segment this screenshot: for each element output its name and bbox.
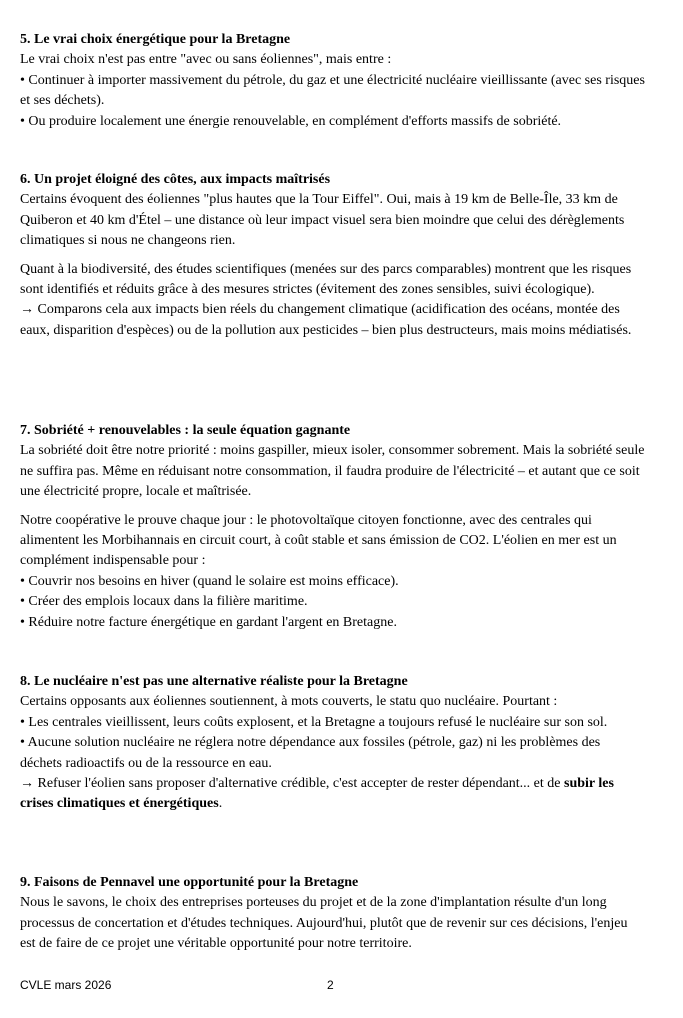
section-9-title: 9. Faisons de Pennavel une opportunité pour la Bretagne: [20, 875, 359, 890]
section-7-bullet-2: • Créer des emplois locaux dans la filière maritime.: [20, 594, 308, 610]
page-footer: [20, 975, 660, 995]
section-6: [20, 170, 645, 341]
section-7: [20, 421, 645, 633]
section-8: [20, 672, 645, 815]
section-8-bullet-1: • Les centrales vieillissent, leurs coûts explosent, et la Bretagne a toujours refusé le nucléaire sur son sol.: [20, 714, 608, 730]
section-8-conclusion-text: → Refuser l'éolien sans proposer d'alternative crédible, c'est accepter de rester dépendant... et de: [20, 776, 561, 792]
section-5-bullet-1: • Continuer à importer massivement du pétrole, du gaz et une électricité nucléaire vieillissante (avec ses risques et ses déchets).: [20, 72, 645, 109]
section-9-paragraph-1: Nous le savons, le choix des entreprises porteuses du projet et de la zone d'implantation résulte d'un long processus de concertation et d'études techniques. Aujourd'hui, plutôt que de revenir sur ces décisions, l'enjeu est de faire de ce projet une véritable opportunité pour notre territoire.: [20, 895, 628, 952]
section-5-intro: Le vrai choix n'est pas entre "avec ou sans éoliennes", mais entre :: [20, 52, 392, 68]
footer-label: CVLE mars 2026: [20, 978, 112, 992]
section-6-paragraph-2: Quant à la biodiversité, des études scientifiques (menées sur des parcs comparables) montrent que les risques sont identifiés et réduits grâce à des mesures strictes (évitement des zones sensibles, suivi écologique).: [20, 261, 632, 298]
section-7-bullet-3: • Réduire notre facture énergétique en gardant l'argent en Bretagne.: [20, 614, 397, 630]
section-6-title: 6. Un projet éloigné des côtes, aux impacts maîtrisés: [20, 172, 331, 187]
section-8-conclusion-bold: subir les crises climatiques et énergétiques: [20, 776, 614, 812]
section-7-paragraph-2: Notre coopérative le prouve chaque jour : le photovoltaïque citoyen fonctionne, avec des centrales qui alimentent les Morbihannais en circuit court, à coût stable et sans émission de CO2. L'éolien en mer est un complément indispensable pour :: [20, 512, 617, 569]
section-8-conclusion: [20, 774, 645, 815]
section-5-title: 5. Le vrai choix énergétique pour la Bretagne: [20, 32, 291, 47]
section-8-bullet-2: • Aucune solution nucléaire ne réglera notre dépendance aux fossiles (pétrole, gaz) ni les problèmes des déchets radioactifs ou de la ressource en eau.: [20, 735, 601, 771]
section-8-title: 8. Le nucléaire n'est pas une alternative réaliste pour la Bretagne: [20, 674, 408, 689]
section-5-bullet-2: • Ou produire localement une énergie renouvelable, en complément d'efforts massifs de sobriété.: [20, 113, 562, 129]
section-5: [20, 30, 645, 132]
section-7-title: 7. Sobriété + renouvelables : la seule équation gagnante: [20, 423, 351, 438]
section-7-paragraph-1: La sobriété doit être notre priorité : moins gaspiller, mieux isoler, consommer sobrement. Mais la sobriété seule ne suffira pas. Même en réduisant notre consommation, il faudra produire de l'électricité – et autant que ce soit une électricité propre, locale et maîtrisée.: [20, 443, 645, 500]
section-6-paragraph-1: Certains évoquent des éoliennes "plus hautes que la Tour Eiffel". Oui, mais à 19 km de Belle-Île, 33 km de Quiberon et 40 km d'Étel – une distance où leur impact visuel sera bien moindre que celui des dérèglements climatiques si nous ne changeons rien.: [20, 192, 625, 249]
section-8-conclusion-end: .: [218, 796, 223, 812]
page-number: 2: [327, 978, 334, 992]
section-8-intro: Certains opposants aux éoliennes soutiennent, à mots couverts, le statu quo nucléaire. Pourtant :: [20, 694, 558, 710]
section-7-bullet-1: • Couvrir nos besoins en hiver (quand le solaire est moins efficace).: [20, 573, 399, 589]
section-6-conclusion: → Comparons cela aux impacts bien réels du changement climatique (acidification des océans, montée des eaux, disparition d'espèces) ou de la pollution aux pesticides – bien plus destructeurs, mais moins médiatisés.: [20, 302, 632, 338]
section-9: [20, 873, 645, 955]
